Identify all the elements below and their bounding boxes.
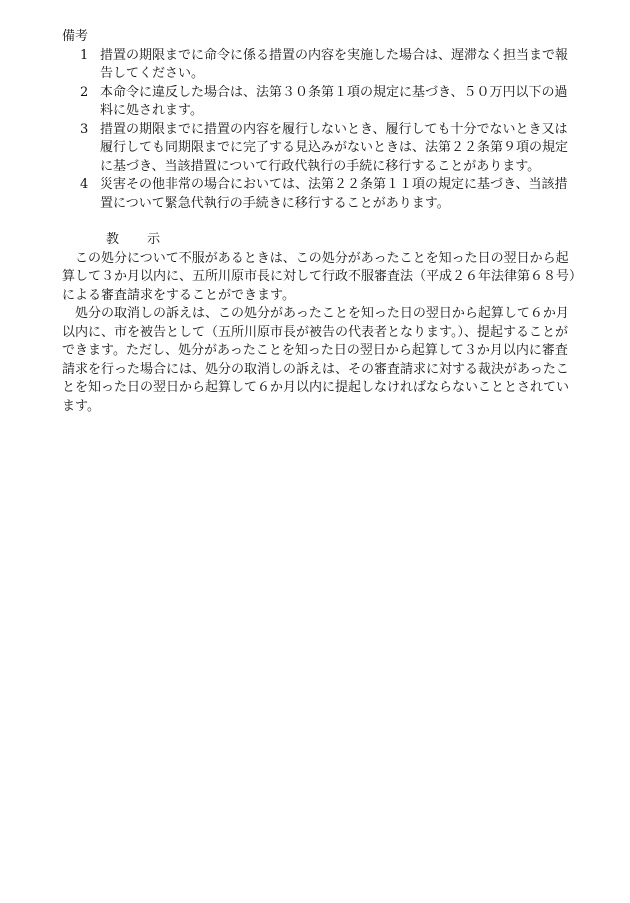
- section-spacer: [62, 213, 576, 231]
- remark-item-4: [62, 176, 576, 213]
- instruction-paragraph-2: 処分の取消しの訴えは、この処分があったことを知った日の翌日から起算して６か月以内に、市を被告として（五所川原市長が被告の代表者となります。）、提起することができます。ただし、処分があったことを知った日の翌日から起算して３か月以内に審査請求を行った場合には、処分の取消しの訴えは、その審査請求に対する裁決があったことを知った日の翌日から起算して６か月以内に提起しなければならないこととされています。: [62, 306, 570, 414]
- remark-text: 本命令に違反した場合は、法第３０条第１項の規定に基づき、５０万円以下の過料に処されます。: [100, 84, 568, 118]
- remark-item-2: [62, 84, 576, 121]
- remarks-heading: 備考: [62, 29, 89, 44]
- instruction-paragraph-1: この処分について不服があるときは、この処分があったことを知った日の翌日から起算して３か月以内に、五所川原市長に対して行政不服審査法（平成２６年法律第６８号）による審査請求をすることができます。: [62, 250, 576, 303]
- remark-item-3: [62, 121, 576, 177]
- document-page: [62, 28, 576, 416]
- remark-number: 1: [80, 47, 89, 63]
- remark-item-1: [62, 47, 576, 84]
- instruction-title: 教 示: [106, 232, 173, 247]
- remark-text: 措置の期限までに命令に係る措置の内容を実施した場合は、遅滞なく担当まで報告してください。: [100, 47, 569, 81]
- remark-number: 2: [80, 84, 89, 100]
- remark-text: 措置の期限までに措置の内容を履行しないとき、履行しても十分でないとき又は履行しても同期限までに完了する見込みがないときは、法第２２条第９項の規定に基づき、当該措置について行政代執行の手続に移行することがあります。: [100, 121, 569, 174]
- remark-text: 災害その他非常の場合においては、法第２２条第１１項の規定に基づき、当該措置について緊急代執行の手続きに移行することがあります。: [100, 177, 568, 211]
- remarks-list: [62, 47, 576, 214]
- remark-number: 3: [80, 121, 89, 137]
- remark-number: 4: [80, 177, 89, 192]
